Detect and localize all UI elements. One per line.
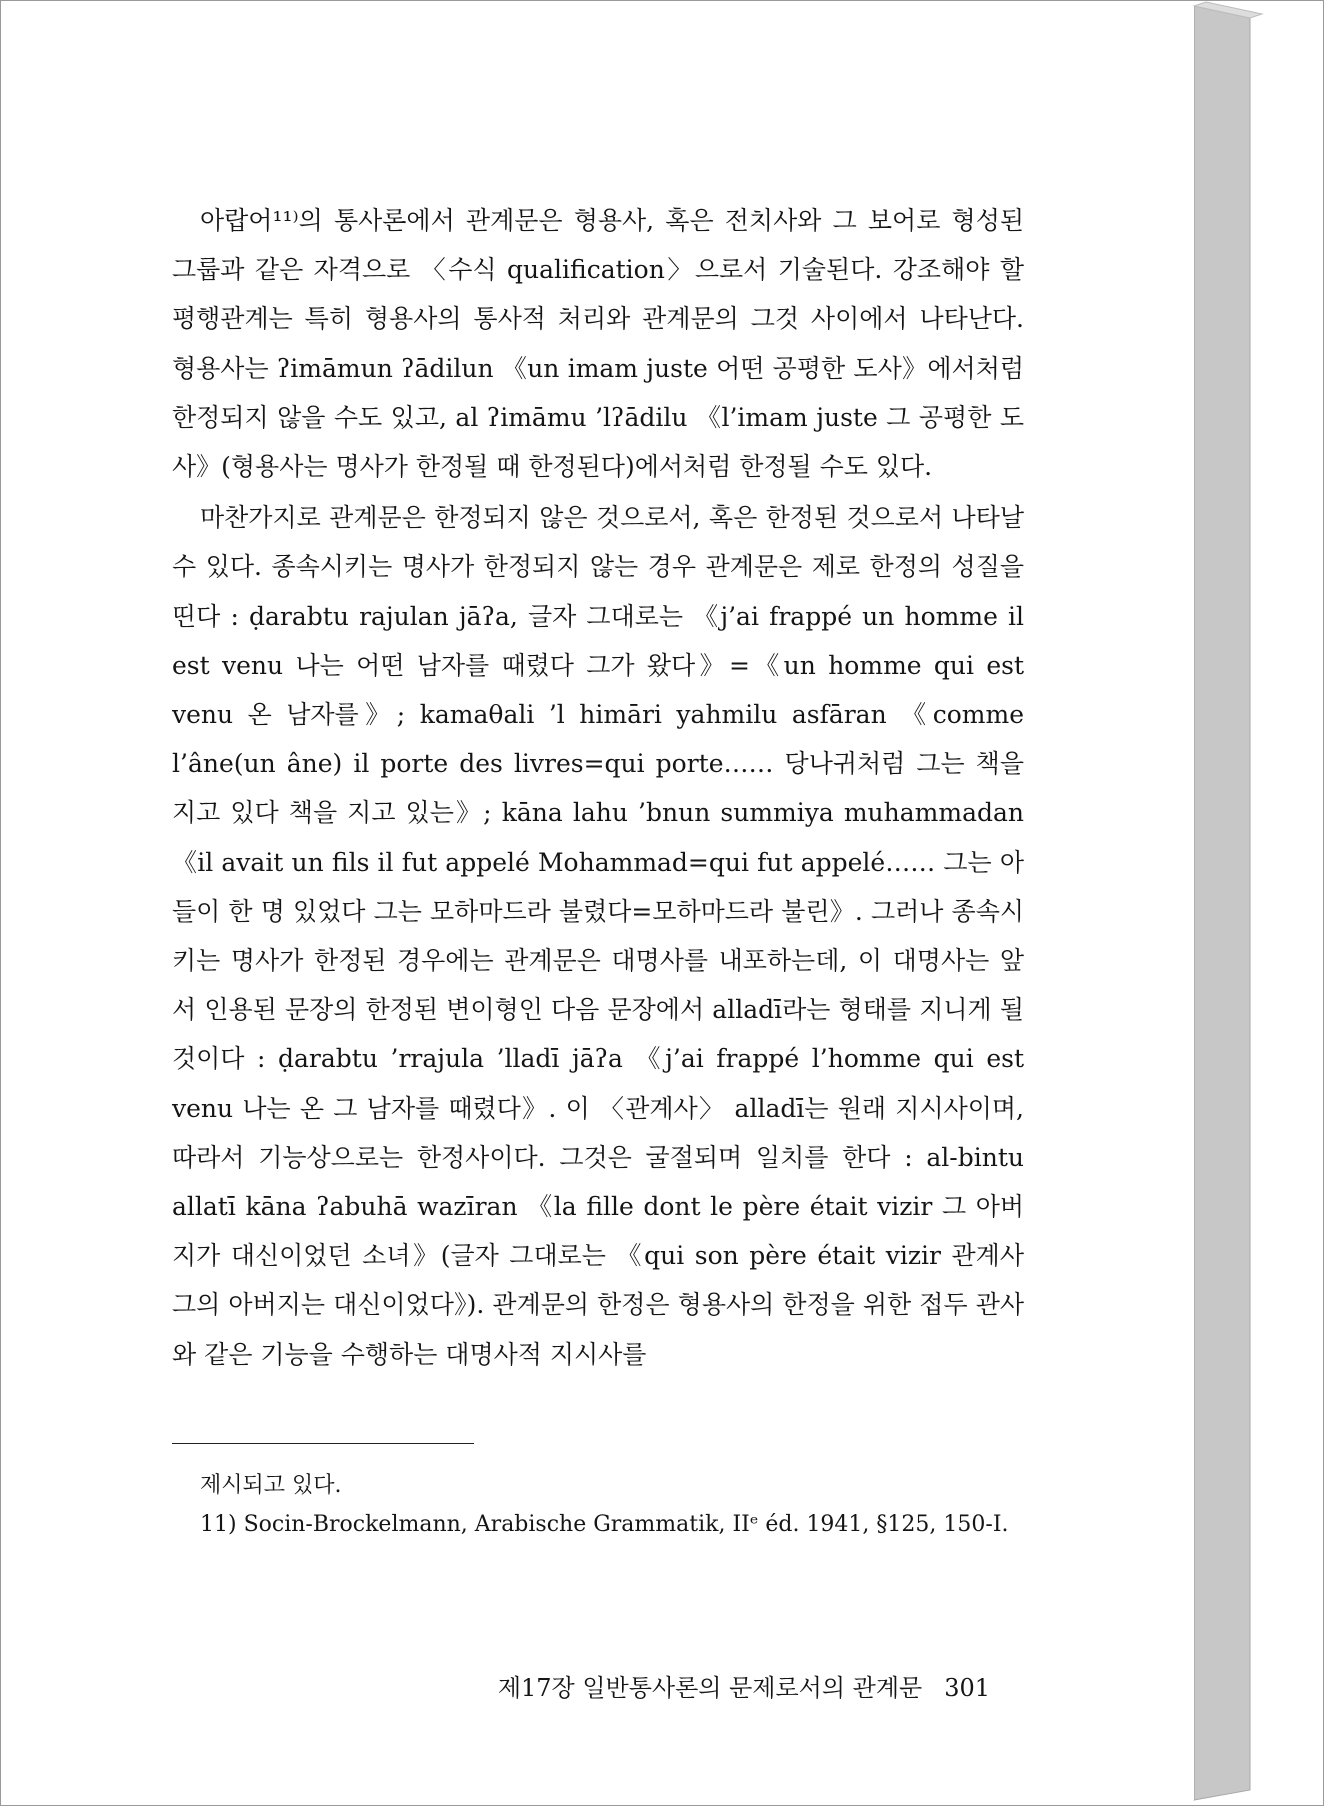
paragraph-1: 아랍어¹¹⁾의 통사론에서 관계문은 형용사, 혹은 전치사와 그 보어로 형성된 그룹과 같은 자격으로 〈수식 qualification〉으로서 기술된다. 강조해야 할 평행관계는 특히 형용사의 통사적 처리와 관계문의 그것 사이에서 나타난다. 형용사는 ʔimāmun ʔādilun 《un imam juste 어떤 공평한 도사》에서처럼 한정되지 않을 수도 있고, al ʔimāmu ’lʔādilu 《l’imam juste 그 공평한 도사》(형용사는 명사가 한정될 때 한정된다)에서처럼 한정될 수도 있다.	[172, 206, 1024, 482]
body-text	[172, 196, 1024, 1379]
running-footer	[440, 1668, 990, 1703]
chapter-title: 제17장 일반통사론의 문제로서의 관계문	[497, 1674, 923, 1702]
footnote-rule	[172, 1443, 474, 1444]
page-number: 301	[944, 1674, 990, 1702]
paragraph-2: 마찬가지로 관계문은 한정되지 않은 것으로서, 혹은 한정된 것으로서 나타날 수 있다. 종속시키는 명사가 한정되지 않는 경우 관계문은 제로 한정의 성질을 띤다 : ḍarabtu rajulan jāʔa, 글자 그대로는 《j’ai frappé un homme il est venu 나는 어떤 남자를 때렸다 그가 왔다》=《un homme qui est venu 온 남자를》; kamaθali ’l himāri yahmilu asfāran 《comme l’âne(un âne) il porte des livres=qui porte…… 당나귀처럼 그는 책을 지고 있다 책을 지고 있는》; kāna lahu ’bnun summiya muhammadan 《il avait un fils il fut appelé Mohammad=qui fut appelé…… 그는 아들이 한 명 있었다 그는 모하마드라 불렸다=모하마드라 불린》. 그러나 종속시키는 명사가 한정된 경우에는 관계문은 대명사를 내포하는데, 이 대명사는 앞서 인용된 문장의 한정된 변이형인 다음 문장에서 alladī라는 형태를 지니게 될 것이다 : ḍarabtu ’rrajula ’lladī jāʔa 《j’ai frappé l’homme qui est venu 나는 온 그 남자를 때렸다》. 이 〈관계사〉 alladī는 원래 지시사이며, 따라서 기능상으로는 한정사이다. 그것은 굴절되며 일치를 한다 : al-bintu allatī kāna ʔabuhā wazīran 《la fille dont le père était vizir 그 아버지가 대신이었던 소녀》(글자 그대로는 《qui son père était vizir 관계사 그의 아버지는 대신이었다》). 관계문의 한정은 형용사의 한정을 위한 접두 관사와 같은 기능을 수행하는 대명사적 지시사를	[172, 503, 1024, 1369]
footnote-11: 11) Socin-Brockelmann, Arabische Grammatik, IIᵉ éd. 1941, §125, 150-I.	[200, 1512, 1009, 1537]
footnote-continuation: 제시되고 있다.	[200, 1473, 342, 1498]
